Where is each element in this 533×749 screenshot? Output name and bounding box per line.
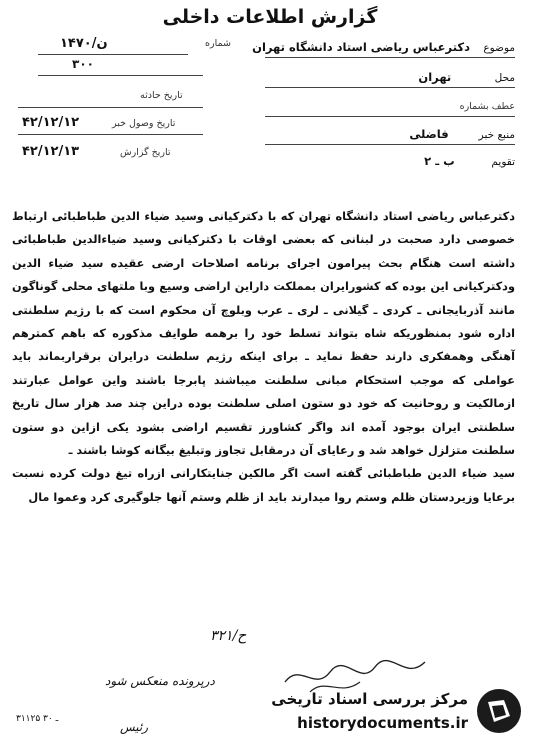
subject-row	[252, 40, 515, 54]
number-label: شماره	[205, 38, 231, 49]
watermark	[236, 684, 528, 740]
divider	[265, 144, 515, 145]
archive-logo-icon	[474, 686, 524, 736]
place-value: تهران	[418, 70, 452, 84]
divider	[38, 75, 203, 76]
place-label: محل	[494, 72, 515, 84]
divider	[18, 107, 203, 108]
divider	[265, 87, 515, 88]
paragraph: سید ضیاء الدین طباطبائی گفته است اگر مالکین جنایتکارانی ازراه تیغ دولت کرده نسبت برعایا وزیردستان ظلم وستم روا میدارند باید از ظلم وستم آنها جلوگیری کرد وعموا مال	[12, 467, 515, 504]
divider	[265, 116, 515, 117]
source-row	[409, 127, 515, 141]
number-sub: ۳۰۰	[72, 57, 94, 71]
subject-value: دکترعباس ریاضی استاد دانشگاه تهران	[252, 40, 470, 54]
bottom-code: ۳۱۱۲۵ ـ ۳۰	[16, 714, 59, 724]
bottom-signature: رئیس	[120, 720, 149, 734]
event-date-label: تاریخ حادثه	[140, 90, 183, 101]
received-label: تاریخ وصول خبر	[112, 118, 176, 129]
attach-label: عطف بشماره	[459, 101, 515, 112]
subject-label: موضوع	[483, 42, 515, 54]
divider	[18, 134, 203, 135]
page-title: گزارش اطلاعات داخلی	[162, 6, 378, 28]
watermark-url: historydocuments.ir	[297, 714, 468, 732]
received-value: ۴۲/۱۲/۱۲	[22, 115, 80, 130]
handwritten-number: ح/۳۲۱	[210, 628, 247, 644]
report-date-label: تاریخ گزارش	[120, 147, 171, 158]
rating-label: تقویم	[491, 156, 515, 168]
rating-row	[424, 154, 515, 168]
source-value: فاضلی	[409, 127, 449, 141]
report-date-value: ۴۲/۱۲/۱۳	[22, 144, 80, 159]
paragraph: دکترعباس ریاضی استاد دانشگاه تهران که با دکترکیانی وسید ضیاء الدین طباطبائی ارتباط خصوصی دارد صحبت در لبنانی که بعضی اوقات با دکترکیانی وسید ضیاءالدین طباطبائی داشته است هنگام بحث پیرامون اجرای برنامه اصلاحات ارضی عقیده سید ضیاء الدین ودکترکیانی این بوده که کشورایران بمملکت داراین اراضی وسیع وبا ملتهای محلی گوناگون مانند آذربایجانی ـ کردی ـ گیلانی ـ لری ـ عرب وبلوچ آن محکوم است که با رژیم سلطنتی اداره شود بمنظوریکه شاه بتواند تسلط خود را برهمه طوایف مذکوره که باهم کمترهم آهنگی وهمفکری دارند حفظ نماید ـ برای اینکه رژیم سلطنت درایران برقراربماند باید عواملی که موجب استحکام مبانی سلطنت میباشند پابرجا باشند واین عوامل عبارتند ازمالکیت و روحانیت که خود دو ستون اصلی سلطنت بوده دراین چند صد هزار سال تاریخ سلطنتی ایران بوجود آمده اند واگر کشاورز تقسیم اراضی بشود یکی ازاین دو ستون سلطنت متزلزل خواهد شد و رعایای آن درمقابل تجاوز وتبلیغ بیگانه کوشا باشند ـ	[12, 210, 515, 458]
number-value: ۱۴۷۰/ن	[60, 36, 108, 51]
place-row	[418, 70, 515, 84]
rating-value: ب ـ ۲	[424, 154, 455, 168]
source-label: منبع خبر	[478, 129, 515, 141]
handwritten-note: درپرونده منعکس شود	[105, 674, 215, 688]
divider	[265, 57, 515, 58]
watermark-title: مرکز بررسی اسناد تاریخی	[271, 690, 468, 708]
divider	[38, 54, 188, 55]
report-body	[12, 205, 515, 509]
